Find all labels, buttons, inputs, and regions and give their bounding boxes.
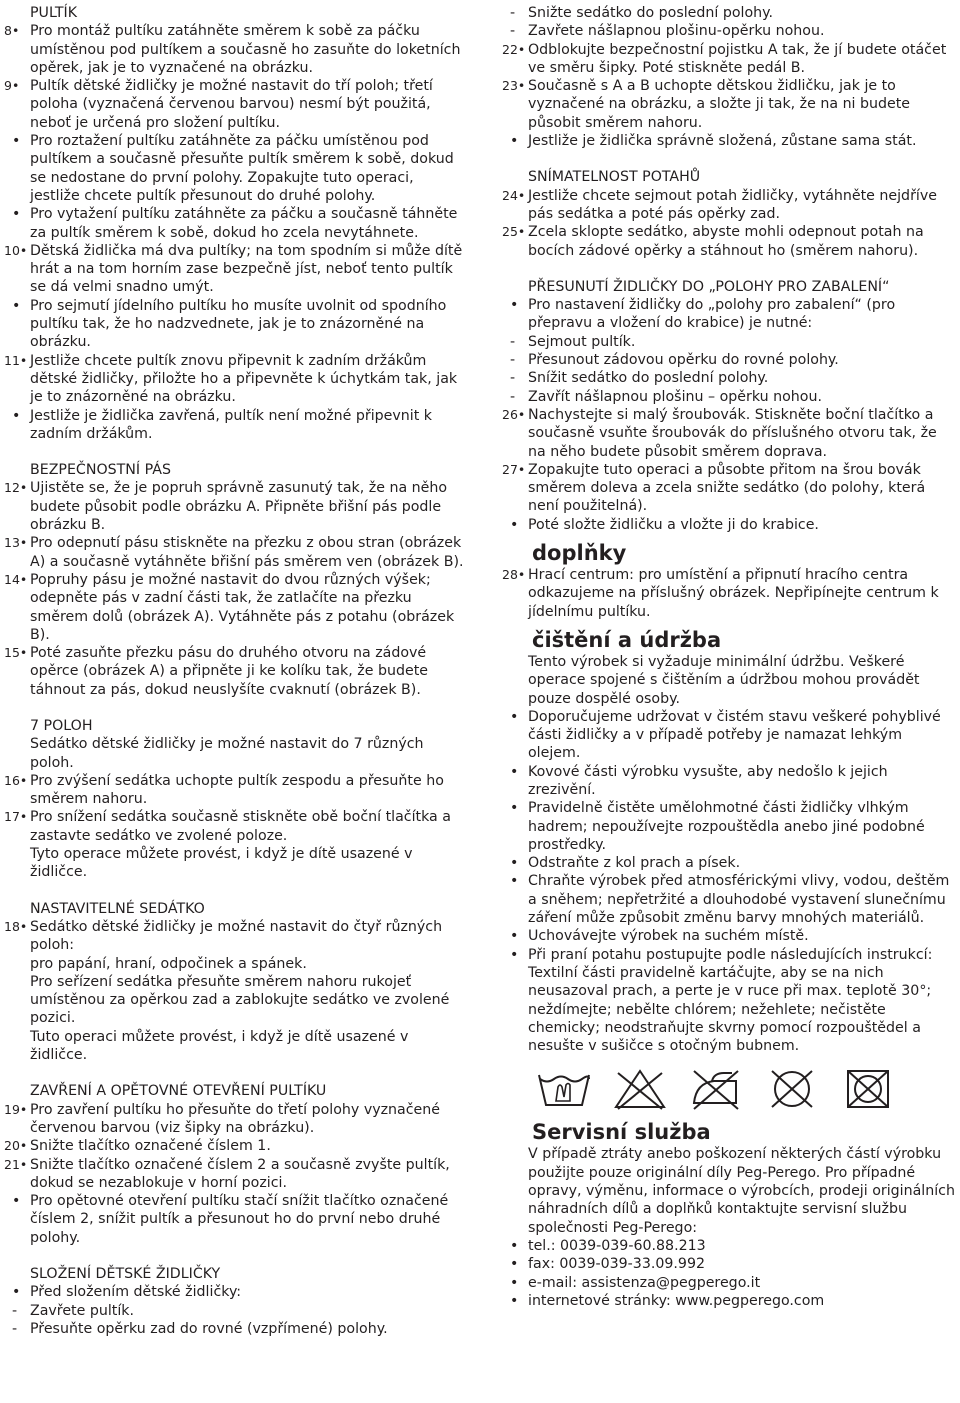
step-10 [4, 242, 465, 297]
step-text: Pro montáž pultíku zatáhněte směrem k sobě za páčku umístěnou pod pultíkem a současně ho zasuňte do loketních opěrek, jak je to vyznačené na obrázku. [30, 23, 461, 76]
step-number: 28• [502, 567, 526, 583]
service-email[interactable]: e-mail: assistenza@pegperego.it [528, 1274, 761, 1291]
hand-wash-icon [536, 1067, 592, 1111]
bullet-text: Pro opětovné otevření pultíku stačí snížit tlačítko označené číslem 2, snížit pultík a přesunout ho do první nebo druhé polohy. [30, 1193, 449, 1246]
section-heading-servis: Servisní služba [532, 1120, 711, 1145]
step-26 [502, 406, 956, 461]
step-12 [4, 479, 465, 534]
step-number: 20• [4, 1138, 28, 1154]
step-number: 19• [4, 1101, 28, 1117]
step-text: Jestliže chcete pultík znovu připevnit k zadním držákům dětské židličky, přiložte ho a připevněte k úchytkám tak, jak je to znázorněné na obrázku. [30, 352, 458, 406]
step-text: Dětská židlička má dva pultíky; na tom spodním si může dítě hrát a na tom horním zase bezpečně jíst, neboť tento pultík se dá velmi snadno umýt. [30, 242, 463, 296]
bullet-icon: • [510, 297, 519, 314]
bullet-text: Před složením dětské židličky: [30, 1284, 242, 1301]
paragraph: Tuto operaci můžete provést, i když je dítě usazené v židličce. [30, 1028, 409, 1064]
right-column [502, 4, 956, 1310]
step-number: 24• [502, 187, 526, 203]
bullet-icon: • [510, 928, 519, 945]
step-text: Pro zavření pultíku ho přesuňte do třetí polohy vyznačené červenou barvou (viz šipky na obrázku). [30, 1101, 440, 1136]
step-text: Pro odepnutí pásu stiskněte na přezku z obou stran (obrázek A) a současně vytáhněte břišní pás směrem ven (obrázek B). [30, 535, 464, 570]
step-text: Snižte tlačítko označené číslem 2 a současně zvyšte pultík, dokud se nezablokuje v horní pozici. [30, 1156, 450, 1191]
bullet-item [508, 946, 956, 1056]
bullet-icon: • [510, 516, 519, 533]
step-number: 21• [4, 1156, 28, 1172]
bullet-text: Pro vytažení pultíku zatáhněte za páčku a současně táhněte za pultík směrem k sobě, dokud ho zcela nevytáhnete. [30, 206, 458, 241]
dash-item [10, 1320, 465, 1338]
dash-text: Zavřít nášlapnou plošinu – opěrku nohou. [528, 388, 822, 405]
dash-text: Zavřete nášlapnou plošinu-opěrku nohou. [528, 23, 825, 40]
step-number: 9• [4, 78, 20, 94]
bullet-item [508, 799, 956, 854]
bullet-item [508, 132, 956, 150]
dash-item [508, 22, 956, 40]
bullet-icon: • [12, 407, 21, 424]
step-text: Sedátko dětské židličky je možné nastavit do čtyř různých poloh: [30, 918, 443, 954]
dash-item [508, 4, 956, 22]
step-23 [502, 77, 956, 132]
step-number: 27• [502, 461, 526, 477]
bullet-text: Pro sejmutí jídelního pultíku ho musíte uvolnit od spodního pultíku tak, že ho nadzvednete, jak je to znázorněné na obrázku. [30, 297, 447, 351]
dash-icon: - [12, 1302, 18, 1319]
bullet-text: Pravidelně čistěte umělohmotné části židličky vlhkým hadrem; nepoužívejte rozpouštědla anebo jiné podobné prostředky. [528, 800, 925, 853]
step-text: Pultík dětské židličky je možné nastavit do tří poloh; třetí poloha (vyznačená červenou barvou) nesmí být použitá, neboť je určená pro složení pultíku. [30, 78, 433, 131]
bullet-item [508, 927, 956, 945]
no-bleach-icon [612, 1067, 668, 1111]
bullet-icon: • [12, 1284, 21, 1301]
step-number: 22• [502, 41, 526, 57]
section-heading-doplnky: doplňky [532, 541, 627, 566]
bullet-text: Pro nastavení židličky do „polohy pro zabalení“ (pro přepravu a vložení do krabice) je nutné: [528, 297, 896, 332]
bullet-icon: • [510, 946, 519, 963]
bullet-icon: • [510, 873, 519, 890]
bullet-item [10, 132, 465, 205]
step-text: Snižte tlačítko označené číslem 1. [30, 1138, 271, 1155]
bullet-item [10, 297, 465, 352]
bullet-icon: • [12, 133, 21, 150]
bullet-icon: • [510, 1274, 519, 1291]
bullet-icon: • [510, 1256, 519, 1273]
step-18 [4, 918, 465, 955]
step-number: 15• [4, 645, 28, 661]
step-text: Zcela sklopte sedátko, abyste mohli odepnout potah na bocích zádové opěrky a stáhnout ho (směrem nahoru). [528, 224, 924, 259]
step-text: Popruhy pásu je možné nastavit do dvou různých výšek; odepněte pás v zadní části tak, že zatlačíte na přezku směrem dolů (obrázek A). Vytáhněte pás z potahu (obrázek B). [30, 571, 455, 643]
bullet-item [508, 708, 956, 763]
dash-icon: - [510, 370, 516, 387]
dash-icon: - [510, 333, 516, 350]
step-text: Zopakujte tuto operaci a působte přitom na šrou bovák směrem doleva a zcela snižte sedátko (do polohy, která není použitelná). [528, 461, 926, 515]
step-number: 10• [4, 242, 28, 258]
paragraph: Pro seřízení sedátka přesuňte směrem nahoru rukojeť umístěnou za opěrkou zad a zablokujte sedátko ve zvolené pozici. [30, 973, 450, 1027]
section-heading-presunuti: PŘESUNUTÍ ŽIDLIČKY DO „POLOHY PRO ZABALENÍ“ [528, 278, 890, 295]
care-symbols [508, 1067, 956, 1111]
bullet-icon: • [510, 800, 519, 817]
dash-icon: - [510, 352, 516, 369]
no-tumble-dry-icon [840, 1067, 896, 1111]
paragraph: pro papání, hraní, odpočinek a spánek. [30, 955, 307, 972]
step-number: 18• [4, 918, 28, 934]
bullet-icon: • [12, 297, 21, 314]
bullet-text: Jestliže je židlička zavřená, pultík není možné připevnit k zadním držákům. [30, 407, 433, 442]
dash-item [508, 388, 956, 406]
bullet-item [508, 1274, 956, 1292]
paragraph: Sedátko dětské židličky je možné nastavit do 7 různých poloh. [30, 736, 424, 771]
dash-item [508, 369, 956, 387]
step-17 [4, 808, 465, 845]
bullet-icon: • [510, 1292, 519, 1309]
bullet-item [508, 1292, 956, 1310]
step-19 [4, 1101, 465, 1138]
step-text: Hrací centrum: pro umístění a připnutí hracího centra odkazujeme na příslušný obrázek. Nepřipínejte centrum k jídelnímu pultíku. [528, 567, 939, 620]
bullet-item [10, 407, 465, 444]
step-16 [4, 772, 465, 809]
step-8 [4, 22, 465, 77]
dash-icon: - [510, 5, 516, 21]
paragraph: Tento výrobek si vyžaduje minimální údržbu. Veškeré operace spojené s čištěním a údržbou mohou provádět pouze dospělé osoby. [528, 653, 920, 707]
bullet-item [508, 763, 956, 800]
dash-icon: - [510, 23, 516, 40]
step-15 [4, 644, 465, 699]
step-number: 16• [4, 772, 28, 788]
bullet-icon: • [510, 708, 519, 725]
step-20 [4, 1137, 465, 1155]
bullet-text: Doporučujeme udržovat v čistém stavu veškeré pohyblivé části židličky a v případě potřeby je namazat lehkým olejem. [528, 708, 941, 762]
step-text: Jestliže chcete sejmout potah židličky, vytáhněte nejdříve pás sedátka a poté pás opěrky zad. [528, 187, 937, 222]
paragraph: V případě ztráty anebo poškození některých částí výrobku použijte pouze originální díly Peg-Perego. Pro případné opravy, výměnu, informace o výrobcích, prodeji originálních náhradních dílů a doplňků kontaktujte servisní službu společnosti Peg-Perego: [528, 1146, 955, 1236]
step-number: 25• [502, 224, 526, 240]
step-13 [4, 534, 465, 571]
section-heading-zavreni: ZAVŘENÍ A OPĚTOVNÉ OTEVŘENÍ PULTÍKU [30, 1083, 327, 1100]
step-text: Poté zasuňte přezku pásu do druhého otvoru na zádové opěrce (obrázek A) a připněte ji ke kolíku tak, že budete táhnout za pás, dokud neuslyšíte cvaknutí (obrázek B). [30, 645, 428, 698]
bullet-text: Poté složte židličku a vložte ji do krabice. [528, 516, 819, 533]
step-number: 8• [4, 23, 20, 39]
dash-item [508, 333, 956, 351]
dash-text: Sejmout pultík. [528, 333, 636, 350]
dash-item [508, 351, 956, 369]
bullet-item [508, 1255, 956, 1273]
step-25 [502, 223, 956, 260]
dash-icon: - [12, 1320, 18, 1337]
step-text: Ujistěte se, že je popruh správně zasunutý tak, že na něho budete působit podle obrázku A. Připněte břišní pás podle obrázku B. [30, 480, 448, 534]
section-heading-7-poloh: 7 POLOH [30, 717, 93, 734]
bullet-item [10, 205, 465, 242]
bullet-text: Odstraňte z kol prach a písek. [528, 855, 741, 872]
step-22 [502, 41, 956, 78]
dash-item [10, 1302, 465, 1320]
step-27 [502, 461, 956, 516]
step-text: Pro zvýšení sedátka uchopte pultík zespodu a přesuňte ho směrem nahoru. [30, 772, 444, 808]
bullet-item [508, 296, 956, 333]
step-14 [4, 571, 465, 644]
bullet-text: Kovové části výrobku vysušte, aby nedošlo k jejich zrezivění. [528, 763, 888, 798]
section-heading-nastavitelne-sedatko: NASTAVITELNÉ SEDÁTKO [30, 900, 205, 917]
left-column [4, 4, 465, 1338]
step-number: 26• [502, 406, 526, 422]
section-heading-slozeni: SLOŽENÍ DĚTSKÉ ŽIDLIČKY [30, 1266, 221, 1282]
no-dry-clean-icon [764, 1067, 820, 1111]
step-24 [502, 187, 956, 224]
bullet-text: Při praní potahu postupujte podle následujících instrukcí: Textilní části pravidelně kartáčujte, aby se na nich neusazoval prach, a perte je v ruce při max. teplotě 30°; neždímejte; nebělte chlórem; nežehlete; nečistěte chemicky; neodstraňujte skvrny pomocí rozpouštědel a nesušte v sušičce s otočným bubnem. [528, 946, 933, 1055]
step-9 [4, 77, 465, 132]
bullet-icon: • [510, 855, 519, 872]
step-number: 13• [4, 535, 28, 551]
step-text: Nachystejte si malý šroubovák. Stiskněte boční tlačítko a současně vsuňte šroubovák do příslušného otvoru tak, že na něho budete působit směrem doprava. [528, 406, 937, 460]
step-number: 14• [4, 571, 28, 587]
bullet-item [10, 1192, 465, 1247]
dash-text: Přesunout zádovou opěrku do rovné polohy. [528, 352, 839, 369]
step-11 [4, 352, 465, 407]
paragraph: Tyto operace můžete provést, i když je dítě usazené v židličce. [30, 846, 413, 881]
bullet-item [508, 516, 956, 534]
bullet-text: Chraňte výrobek před atmosférickými vlivy, vodou, deštěm a sněhem; nepřetržité a dlouhodobé vystavení slunečnímu záření může způsobit změnu barvy mnohých materiálů. [528, 873, 950, 927]
step-28 [502, 566, 956, 621]
step-text: Pro snížení sedátka současně stiskněte obě boční tlačítka a zastavte sedátko ve zvolené poloze. [30, 809, 451, 844]
step-number: 12• [4, 480, 28, 496]
bullet-icon: • [510, 1237, 519, 1254]
section-heading-cisteni: čištění a údržba [532, 627, 722, 652]
dash-text: Snížit sedátko do poslední polohy. [528, 370, 769, 387]
no-iron-icon [688, 1067, 744, 1111]
step-text: Současně s A a B uchopte dětskou židličku, jak je to vyznačené na obrázku, a složte ji tak, že na ni budete působit směrem nahoru. [528, 78, 911, 131]
bullet-item [508, 854, 956, 872]
bullet-text: Jestliže je židlička správně složená, zůstane sama stát. [528, 133, 917, 150]
bullet-icon: • [510, 133, 519, 150]
service-phone: tel.: 0039-039-60.88.213 [528, 1237, 706, 1254]
bullet-item [508, 872, 956, 927]
section-heading-bezpecnostni-pas: BEZPEČNOSTNÍ PÁS [30, 462, 171, 479]
bullet-icon: • [12, 1193, 21, 1210]
dash-text: Snižte sedátko do poslední polohy. [528, 5, 774, 21]
section-heading-snimatelnost-potahu: SNÍMATELNOST POTAHŮ [528, 169, 701, 186]
dash-text: Zavřete pultík. [30, 1302, 135, 1319]
bullet-icon: • [12, 206, 21, 223]
step-number: 11• [4, 352, 28, 368]
dash-text: Přesuňte opěrku zad do rovné (vzpřímené) polohy. [30, 1320, 388, 1337]
service-fax: fax: 0039-039-33.09.992 [528, 1256, 706, 1273]
bullet-text: Pro roztažení pultíku zatáhněte za páčku umístěnou pod pultíkem a současně přesuňte pultík směrem k sobě, dokud se nedostane do první polohy. Zopakujte tuto operaci, jestliže chcete pultík přesunout do druhé polohy. [30, 133, 454, 204]
bullet-text: Uchovávejte výrobek na suchém místě. [528, 928, 809, 945]
bullet-item [10, 1283, 465, 1301]
bullet-icon: • [510, 763, 519, 780]
bullet-item [508, 1237, 956, 1255]
step-number: 17• [4, 809, 28, 825]
service-website[interactable]: internetové stránky: www.pegperego.com [528, 1292, 825, 1309]
step-text: Odblokujte bezpečnostní pojistku A tak, že jí budete otáčet ve směru šipky. Poté stiskněte pedál B. [528, 41, 947, 76]
step-number: 23• [502, 78, 526, 94]
section-heading-pultik: PULTÍK [30, 5, 78, 21]
step-21 [4, 1156, 465, 1193]
dash-icon: - [510, 388, 516, 405]
